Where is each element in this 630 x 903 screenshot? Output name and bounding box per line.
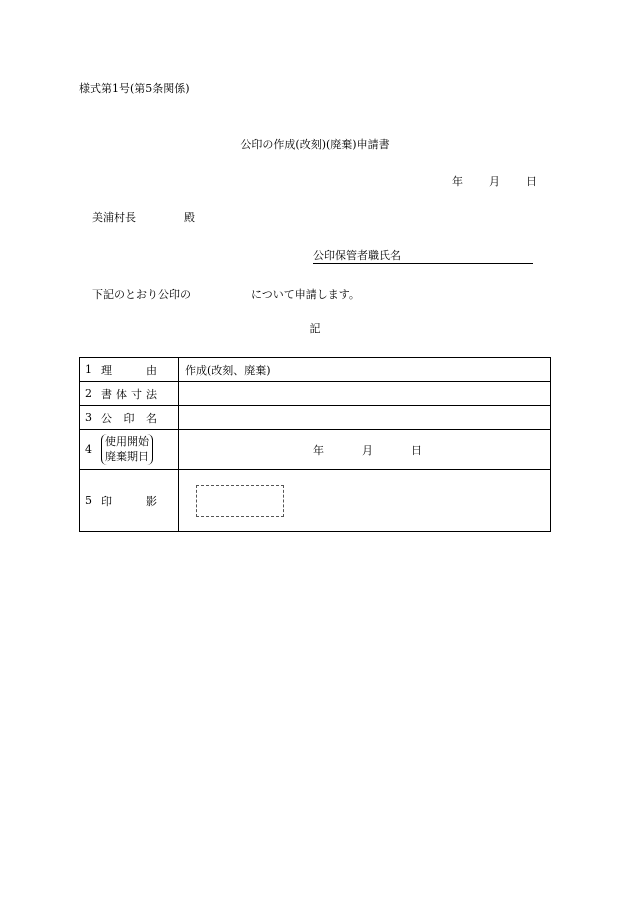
table-row-typeface [80,382,551,406]
row-number: 5 [85,493,92,507]
row-number: 4 [85,442,92,456]
row-number: 3 [85,410,92,424]
brace-line: 使用開始 [105,434,149,448]
label-reason [80,358,179,382]
brace-line: 廃棄期日 [105,449,149,463]
row-number: 1 [85,362,92,376]
honorific: 殿 [184,211,195,224]
form-number: 様式第1号(第5条関係) [79,82,190,95]
table-row-seal-name [80,406,551,430]
date-day: 日 [526,175,537,188]
dates-value[interactable] [179,430,551,470]
label-seal-impression [80,470,179,532]
seal-impression-value [179,470,551,532]
seal-impression-box[interactable] [196,485,284,517]
date-month: 月 [489,175,500,188]
table-row-dates [80,430,551,470]
applicant-field[interactable] [313,250,533,264]
table-row-reason [80,358,551,382]
label-char: 法 [146,387,157,401]
request-before: 下記のとおり公印の [92,288,191,301]
label-char: 体 [116,387,127,401]
row-number: 2 [85,386,92,400]
label-char: 公 [101,411,112,425]
label-typeface [80,382,179,406]
application-table [79,357,551,532]
request-sentence [92,289,360,300]
date-type-brace [101,434,153,466]
table-date-day: 日 [411,443,422,457]
addressee-line [92,212,195,223]
reason-value[interactable]: 作成(改刻、廃棄) [179,358,551,382]
table-date-year: 年 [313,443,324,457]
application-date [452,176,537,187]
label-char: 影 [146,494,157,508]
table-row-seal-impression [80,470,551,532]
document-title: 公印の作成(改刻)(廃棄)申請書 [240,138,390,151]
label-char: 名 [146,411,157,425]
label-char: 印 [101,494,112,508]
label-seal-name [80,406,179,430]
label-char: 寸 [131,387,142,401]
label-char: 書 [101,387,112,401]
table-date-month: 月 [362,443,373,457]
label-char: 印 [123,411,135,425]
addressee-name: 美浦村長 [92,211,136,224]
seal-name-value[interactable] [179,406,551,430]
applicant-label: 公印保管者職氏名 [313,249,401,262]
request-after: について申請します。 [251,288,360,301]
label-dates [80,430,179,470]
label-char: 由 [146,363,157,377]
label-char: 理 [101,363,112,377]
ki-heading: 記 [309,322,321,335]
typeface-value[interactable] [179,382,551,406]
date-year: 年 [452,175,463,188]
